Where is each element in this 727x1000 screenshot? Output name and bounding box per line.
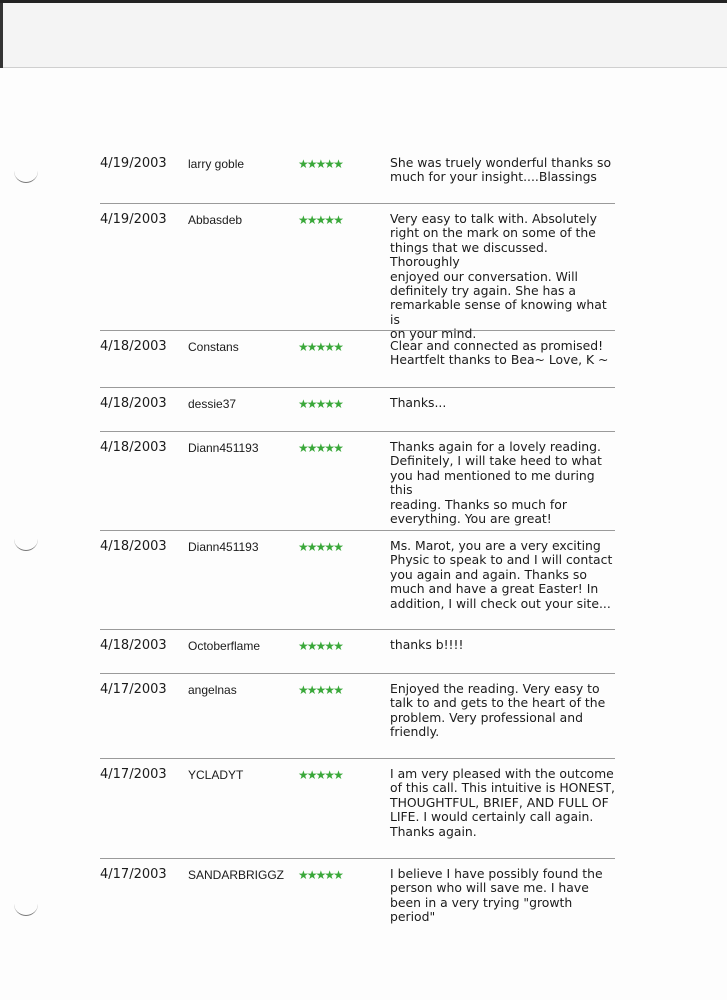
feedback-row xyxy=(100,331,615,388)
star-icon: ★ xyxy=(315,213,325,227)
star-icon: ★ xyxy=(333,340,342,354)
star-icon: ★ xyxy=(324,868,334,882)
feedback-row xyxy=(100,759,615,859)
star-icon: ★ xyxy=(324,157,334,171)
feedback-date: 4/19/2003 xyxy=(100,212,167,227)
feedback-username: angelnas xyxy=(188,683,237,697)
feedback-row xyxy=(100,204,615,342)
star-icon: ★ xyxy=(324,213,334,227)
star-icon: ★ xyxy=(306,768,316,782)
feedback-comment: Ms. Marot, you are a very exciting Physic to speak to and I will contact you again and again. Thanks so much and have a great Easter! In addition, I will check out your site... xyxy=(390,538,613,611)
star-icon: ★ xyxy=(333,868,342,882)
star-icon: ★ xyxy=(306,213,316,227)
feedback-row xyxy=(100,531,615,630)
star-icon: ★ xyxy=(298,868,307,882)
feedback-date: 4/18/2003 xyxy=(100,638,167,653)
feedback-comment: I am very pleased with the outcome of this call. This intuitive is HONEST, THOUGHTFUL, BRIEF, AND FULL OF LIFE. I would certainly call again. Thanks again. xyxy=(390,766,615,839)
feedback-username: dessie37 xyxy=(188,397,237,411)
feedback-row xyxy=(100,674,615,759)
feedback-date: 4/17/2003 xyxy=(100,682,167,697)
star-icon: ★ xyxy=(333,639,342,653)
star-icon: ★ xyxy=(315,639,325,653)
star-icon: ★ xyxy=(333,213,342,227)
star-icon: ★ xyxy=(306,340,316,354)
star-icon: ★ xyxy=(298,768,307,782)
star-icon: ★ xyxy=(315,683,325,697)
star-icon: ★ xyxy=(315,157,325,171)
feedback-row xyxy=(100,859,615,931)
star-icon: ★ xyxy=(306,397,316,411)
star-icon: ★ xyxy=(333,540,342,554)
star-icon: ★ xyxy=(324,683,334,697)
rating-stars xyxy=(298,397,342,411)
rating-stars xyxy=(298,340,342,354)
star-icon: ★ xyxy=(315,397,325,411)
star-icon: ★ xyxy=(306,868,316,882)
feedback-comment: Very easy to talk with. Absolutely right on the mark on some of the things that we discussed. Thoroughly enjoyed our conversation. Will definitely try again. She has a remarkable sense of knowing what is on your mind. xyxy=(390,211,607,342)
star-icon: ★ xyxy=(324,340,334,354)
feedback-username: YCLADYT xyxy=(188,768,244,782)
punch-hole-mark xyxy=(14,903,38,916)
feedback-date: 4/18/2003 xyxy=(100,539,167,554)
star-icon: ★ xyxy=(324,397,334,411)
star-icon: ★ xyxy=(315,540,325,554)
star-icon: ★ xyxy=(298,340,307,354)
feedback-row xyxy=(100,388,615,432)
punch-hole-mark xyxy=(14,170,38,183)
punch-hole-mark xyxy=(14,538,38,551)
star-icon: ★ xyxy=(298,540,307,554)
star-icon: ★ xyxy=(333,683,342,697)
star-icon: ★ xyxy=(306,157,316,171)
feedback-username: Diann451193 xyxy=(188,540,259,554)
feedback-date: 4/18/2003 xyxy=(100,339,167,354)
feedback-username: Diann451193 xyxy=(188,441,259,455)
scan-left-edge xyxy=(0,3,3,68)
star-icon: ★ xyxy=(298,441,307,455)
star-icon: ★ xyxy=(315,868,325,882)
feedback-comment: Thanks again for a lovely reading. Definitely, I will take heed to what you had mentioned to me during this reading. Thanks so much for everything. You are great! xyxy=(390,439,602,527)
star-icon: ★ xyxy=(315,340,325,354)
rating-stars xyxy=(298,768,342,782)
feedback-comment: Thanks... xyxy=(390,395,447,410)
feedback-comment: Enjoyed the reading. Very easy to talk to and gets to the heart of the problem. Very professional and friendly. xyxy=(390,681,606,740)
feedback-row xyxy=(100,148,615,204)
rating-stars xyxy=(298,441,342,455)
star-icon: ★ xyxy=(324,441,334,455)
feedback-row xyxy=(100,630,615,674)
star-icon: ★ xyxy=(324,768,334,782)
feedback-username: larry goble xyxy=(188,157,245,171)
star-icon: ★ xyxy=(324,639,334,653)
star-icon: ★ xyxy=(315,441,325,455)
star-icon: ★ xyxy=(298,397,307,411)
star-icon: ★ xyxy=(306,639,316,653)
rating-stars xyxy=(298,540,342,554)
rating-stars xyxy=(298,868,342,882)
feedback-comment: Clear and connected as promised! Heartfelt thanks to Bea~ Love, K ~ xyxy=(390,338,609,368)
star-icon: ★ xyxy=(298,639,307,653)
star-icon: ★ xyxy=(306,540,316,554)
feedback-comment: thanks b!!!! xyxy=(390,637,464,652)
star-icon: ★ xyxy=(333,157,342,171)
feedback-comment: I believe I have possibly found the person who will save me. I have been in a very trying "growth period" xyxy=(390,866,603,925)
feedback-date: 4/18/2003 xyxy=(100,396,167,411)
star-icon: ★ xyxy=(333,397,342,411)
feedback-date: 4/17/2003 xyxy=(100,867,167,882)
scan-top-band xyxy=(0,0,727,68)
feedback-comment: She was truely wonderful thanks so much for your insight....Blassings xyxy=(390,155,612,185)
rating-stars xyxy=(298,157,342,171)
star-icon: ★ xyxy=(298,213,307,227)
feedback-table xyxy=(100,148,615,931)
feedback-username: Constans xyxy=(188,340,239,354)
feedback-date: 4/17/2003 xyxy=(100,767,167,782)
feedback-username: Octoberflame xyxy=(188,639,261,653)
rating-stars xyxy=(298,213,342,227)
star-icon: ★ xyxy=(306,441,316,455)
star-icon: ★ xyxy=(324,540,334,554)
rating-stars xyxy=(298,683,342,697)
star-icon: ★ xyxy=(333,768,342,782)
feedback-row xyxy=(100,432,615,531)
feedback-username: Abbasdeb xyxy=(188,213,243,227)
star-icon: ★ xyxy=(333,441,342,455)
feedback-date: 4/19/2003 xyxy=(100,156,167,171)
rating-stars xyxy=(298,639,342,653)
star-icon: ★ xyxy=(306,683,316,697)
feedback-date: 4/18/2003 xyxy=(100,440,167,455)
star-icon: ★ xyxy=(298,683,307,697)
star-icon: ★ xyxy=(298,157,307,171)
star-icon: ★ xyxy=(315,768,325,782)
feedback-username: SANDARBRIGGZ xyxy=(188,868,285,882)
